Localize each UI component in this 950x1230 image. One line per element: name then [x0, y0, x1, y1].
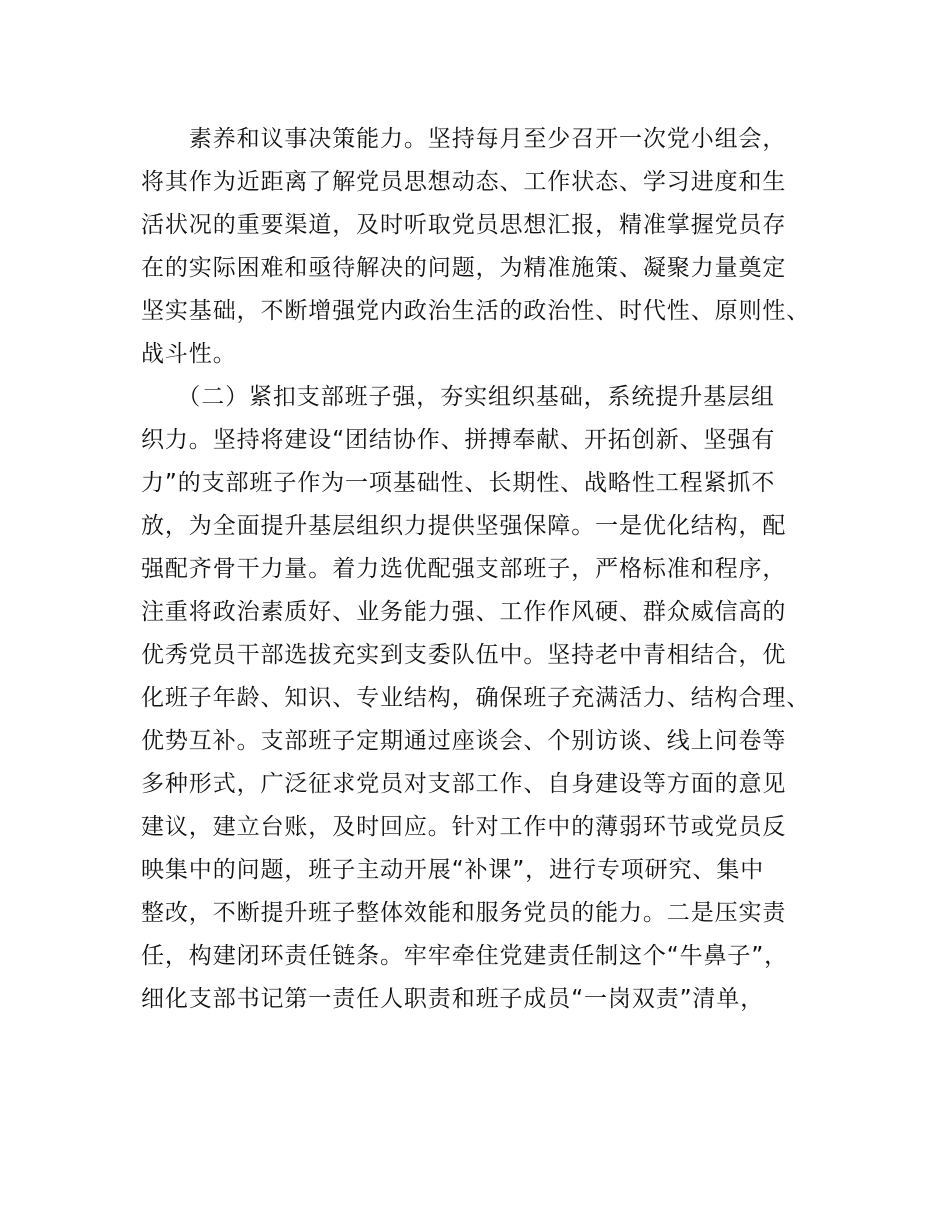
text-line: 放，为全面提升基层组织力提供坚强保障。一是优化结构，配: [141, 513, 787, 539]
text-line: 化班子年龄、知识、专业结构，确保班子充满活力、结构合理、: [141, 685, 811, 711]
text-line: 多种形式，广泛征求党员对支部工作、自身建设等方面的意见: [141, 771, 787, 797]
text-line: 素养和议事决策能力。坚持每月至少召开一次党小组会，: [141, 126, 787, 152]
text-line: 坚实基础，不断增强党内政治生活的政治性、时代性、原则性、: [141, 298, 811, 324]
text-line: 战斗性。: [141, 341, 237, 367]
text-line: （二）紧扣支部班子强，夯实组织基础，系统提升基层组: [141, 384, 775, 410]
text-line: 注重将政治素质好、业务能力强、工作作风硬、群众威信高的: [141, 599, 787, 625]
paragraph-2: [141, 376, 841, 1021]
paragraph-1: [141, 118, 841, 376]
text-line: 强配齐骨干力量。着力选优配强支部班子，严格标准和程序，: [141, 556, 787, 582]
text-line: 映集中的问题，班子主动开展“补课”，进行专项研究、集中: [141, 857, 765, 883]
text-line: 力”的支部班子作为一项基础性、长期性、战略性工程紧抓不: [141, 470, 776, 496]
document-body: [141, 118, 841, 1021]
text-line: 建议，建立台账，及时回应。针对工作中的薄弱环节或党员反: [141, 814, 787, 840]
text-line: 优势互补。支部班子定期通过座谈会、个别访谈、线上问卷等: [141, 728, 787, 754]
text-line: 任，构建闭环责任链条。牢牢牵住党建责任制这个“牛鼻子”，: [141, 943, 789, 969]
text-line: 将其作为近距离了解党员思想动态、工作状态、学习进度和生: [141, 169, 787, 195]
text-line: 在的实际困难和亟待解决的问题，为精准施策、凝聚力量奠定: [141, 255, 787, 281]
text-line: 织力。坚持将建设“团结协作、拼搏奉献、开拓创新、坚强有: [141, 427, 776, 453]
text-line: 优秀党员干部选拔充实到支委队伍中。坚持老中青相结合，优: [141, 642, 787, 668]
text-line: 细化支部书记第一责任人职责和班子成员“一岗双责”清单，: [141, 986, 765, 1012]
text-line: 活状况的重要渠道，及时听取党员思想汇报，精准掌握党员存: [141, 212, 787, 238]
text-line: 整改，不断提升班子整体效能和服务党员的能力。二是压实责: [141, 900, 787, 926]
